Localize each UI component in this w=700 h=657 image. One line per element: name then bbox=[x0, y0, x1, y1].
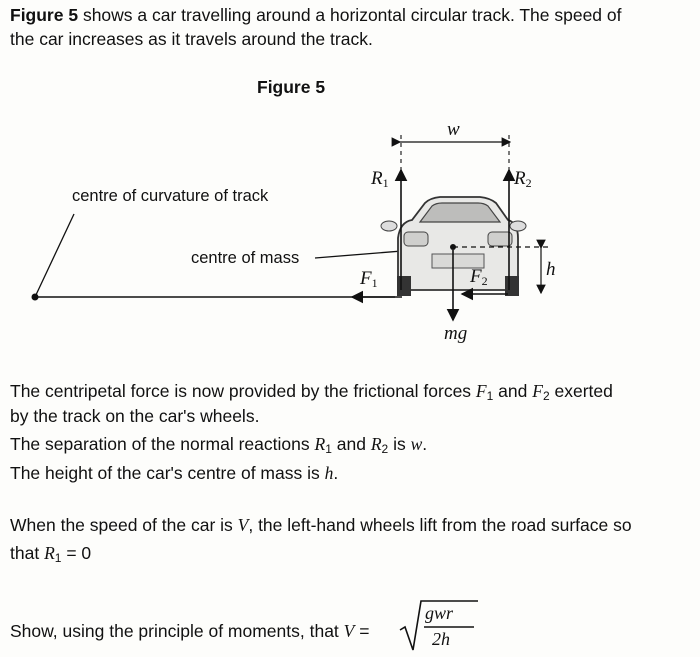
para3-line: Show, using the principle of moments, that V = bbox=[10, 621, 370, 641]
para2-line-2: that $R_1 = 0$ bbox=[10, 543, 92, 565]
intro-text: shows a car travelling around a horizontal circular track. The speed of bbox=[78, 5, 622, 25]
label-r2: $R_2$ bbox=[514, 168, 532, 190]
label-h: h bbox=[546, 259, 556, 280]
label-w: w bbox=[447, 119, 460, 140]
para1-line-1: The centripetal force is now provided by the frictional forces $F_1$ and $F_2$ exerted bbox=[10, 381, 613, 403]
intro-figure-ref: Figure 5 bbox=[10, 5, 79, 25]
para1-line-2: by the track on the car's wheels. bbox=[10, 406, 260, 426]
intro-line-2: the car increases as it travels around the track. bbox=[10, 29, 373, 49]
para1-line-3: The separation of the normal reactions $R_1$ and $R_2$ is w. bbox=[10, 434, 428, 456]
label-f2: $F_2$ bbox=[470, 266, 488, 288]
para2-line-1: When the speed of the car is V, the left-hand wheels lift from the road surface so bbox=[10, 515, 632, 535]
label-centre-of-mass: centre of mass bbox=[191, 249, 300, 267]
para1-line-4: The height of the car's centre of mass is h. bbox=[10, 463, 339, 483]
formula-denominator: 2h bbox=[432, 629, 450, 649]
label-f1: $F_1$ bbox=[360, 268, 378, 290]
label-r1: $R_1$ bbox=[371, 168, 389, 190]
label-curvature: centre of curvature of track bbox=[72, 187, 269, 205]
formula-numerator: gwr bbox=[425, 603, 454, 623]
label-mg: mg bbox=[444, 323, 468, 344]
figure-title: Figure 5 bbox=[257, 77, 326, 97]
